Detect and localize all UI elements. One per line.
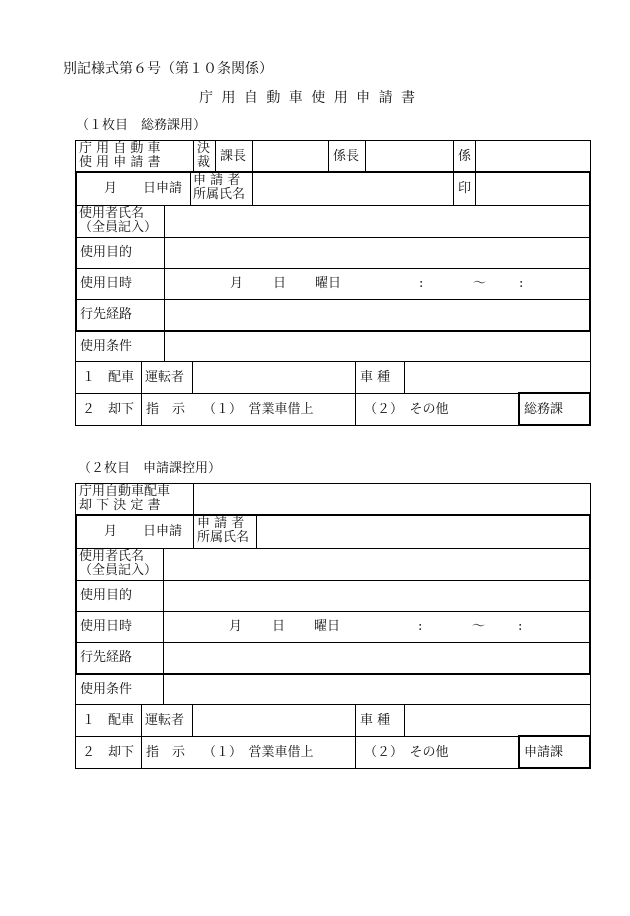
users-label: 使用者氏名 （全員記入） — [79, 206, 158, 236]
dispatch-label: １ 配車 — [82, 713, 135, 728]
dt-weekday: 曜日 — [315, 276, 342, 291]
dt-month: 月 — [230, 276, 244, 291]
dt-day: 日 — [273, 276, 287, 291]
seal-label: 印 — [458, 181, 472, 196]
dt-colon-end: : — [519, 276, 524, 291]
option-hire-car: （１） 営業車借上 — [203, 745, 314, 760]
option-other: （２） その他 — [364, 402, 449, 417]
conditions-label: 使用条件 — [80, 682, 133, 697]
kakaricho-label: 係長 — [333, 149, 360, 164]
dt-colon-start: : — [418, 619, 423, 634]
dt-month: 月 — [229, 619, 243, 634]
purpose-label: 使用目的 — [80, 245, 133, 260]
kessai-label: 決 裁 — [197, 141, 211, 171]
form-number-note: 別記様式第６号（第１０条関係） — [63, 61, 273, 77]
dept-label: 総務課 — [524, 402, 564, 417]
conditions-label: 使用条件 — [80, 339, 133, 354]
option-other: （２） その他 — [364, 745, 449, 760]
datetime-label: 使用日時 — [80, 276, 133, 291]
instruction-label: 指 示 — [146, 745, 186, 760]
kakari-label: 係 — [458, 149, 472, 164]
vehicle-label: 車 種 — [360, 713, 391, 728]
dt-colon-end: : — [518, 619, 523, 634]
dt-colon-start: : — [419, 276, 424, 291]
driver-label: 運転者 — [145, 713, 185, 728]
purpose-label: 使用目的 — [80, 588, 133, 603]
doc-name: 庁 用 自 動 車 使 用 申 請 書 — [79, 141, 161, 171]
applicant-label: 申 請 者 所属氏名 — [197, 516, 250, 546]
doc-name: 庁用自動車配車 却 下 決 定 書 — [79, 484, 171, 514]
dt-tilde: 〜 — [472, 619, 486, 634]
reject-label: ２ 却下 — [82, 402, 135, 417]
application-date-label: 月 日申請 — [104, 181, 183, 196]
dt-tilde: 〜 — [473, 276, 487, 291]
dept-label: 申請課 — [524, 745, 564, 760]
page-title: 庁 用 自 動 車 使 用 申 請 書 — [199, 90, 418, 106]
vehicle-label: 車 種 — [360, 370, 391, 385]
reject-label: ２ 却下 — [82, 745, 135, 760]
copy2-caption: （２枚目 申請課控用） — [78, 461, 222, 476]
route-label: 行先経路 — [80, 650, 133, 665]
route-label: 行先経路 — [80, 307, 133, 322]
dispatch-label: １ 配車 — [82, 370, 135, 385]
driver-label: 運転者 — [145, 370, 185, 385]
application-date-label: 月 日申請 — [104, 524, 183, 539]
kacho-label: 課長 — [220, 149, 247, 164]
copy1-caption: （１枚目 総務課用） — [76, 118, 207, 133]
users-label: 使用者氏名 （全員記入） — [79, 549, 158, 579]
datetime-label: 使用日時 — [80, 619, 133, 634]
instruction-label: 指 示 — [146, 402, 186, 417]
dt-weekday: 曜日 — [314, 619, 341, 634]
dt-day: 日 — [272, 619, 286, 634]
applicant-label: 申 請 者 所属氏名 — [193, 173, 246, 203]
option-hire-car: （１） 営業車借上 — [203, 402, 314, 417]
